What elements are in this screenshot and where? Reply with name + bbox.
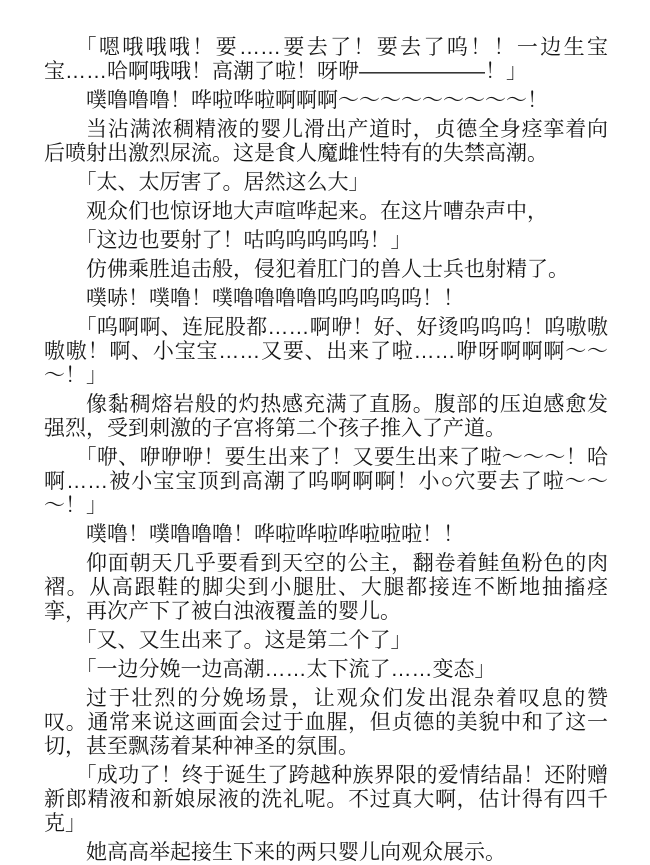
paragraph: 「成功了！终于诞生了跨越种族界限的爱情结晶！还附赠新郎精液和新娘尿液的洗礼呢。不过真大啊，估计得有四千克」 xyxy=(44,764,608,835)
paragraph: 噗噜！噗噜噜噜！哗啦哗啦哗啦啦啦！！ xyxy=(86,523,464,546)
paragraph: 像黏稠熔岩般的灼热感充满了直肠。腹部的压迫感愈发强烈，受到刺激的子宫将第二个孩子推入了产道。 xyxy=(44,393,608,440)
paragraph: 「这边也要射了！咕呜呜呜呜呜！」 xyxy=(75,229,412,252)
paragraph: 仰面朝天几乎要看到天空的公主，翻卷着鲑鱼粉色的肉褶。从高跟鞋的脚尖到小腿肚、大腿都接连不断地抽搐痉挛，再次产下了被白浊液覆盖的婴儿。 xyxy=(44,552,608,623)
paragraph: 观众们也惊讶地大声喧哗起来。在这片嘈杂声中， xyxy=(86,200,548,223)
paragraph: 「呜啊啊、连屁股都……啊咿！好、好烫呜呜呜！呜嗷嗷嗷嗷！啊、小宝宝……又要、出来了啦……咿呀啊啊啊～～～！」 xyxy=(44,316,608,387)
paragraph: 「又、又生出来了。这是第二个了」 xyxy=(75,629,412,652)
paragraph: 「嗯哦哦哦！要……要去了！要去了呜！！一边生宝宝……哈啊哦哦！高潮了啦！呀咿——————！」 xyxy=(44,36,608,83)
paragraph: 噗哧！噗噜！噗噜噜噜噜呜呜呜呜呜！！ xyxy=(86,287,464,310)
paragraph: 当沾满浓稠精液的婴儿滑出产道时，贞德全身痉挛着向后喷射出激烈尿流。这是食人魔雌性特有的失禁高潮。 xyxy=(44,118,608,165)
page-text xyxy=(44,36,608,865)
paragraph: 噗噜噜噜！哗啦哗啦啊啊啊～～～～～～～～～！ xyxy=(86,89,548,112)
paragraph: 「咿、咿咿咿！要生出来了！又要生出来了啦～～～！哈啊……被小宝宝顶到高潮了呜啊啊啊！小○穴要去了啦～～～！」 xyxy=(44,446,608,517)
paragraph: 她高高举起接生下来的两只婴儿向观众展示。 xyxy=(86,841,506,864)
paragraph: 「一边分娩一边高潮……太下流了……变态」 xyxy=(75,658,496,681)
paragraph: 过于壮烈的分娩场景，让观众们发出混杂着叹息的赞叹。通常来说这画面会过于血腥，但贞德的美貌中和了这一切，甚至飘荡着某种神圣的氛围。 xyxy=(44,687,608,758)
paragraph: 「太、太厉害了。居然这么大」 xyxy=(75,171,370,194)
paragraph: 仿佛乘胜追击般，侵犯着肛门的兽人士兵也射精了。 xyxy=(86,258,569,281)
